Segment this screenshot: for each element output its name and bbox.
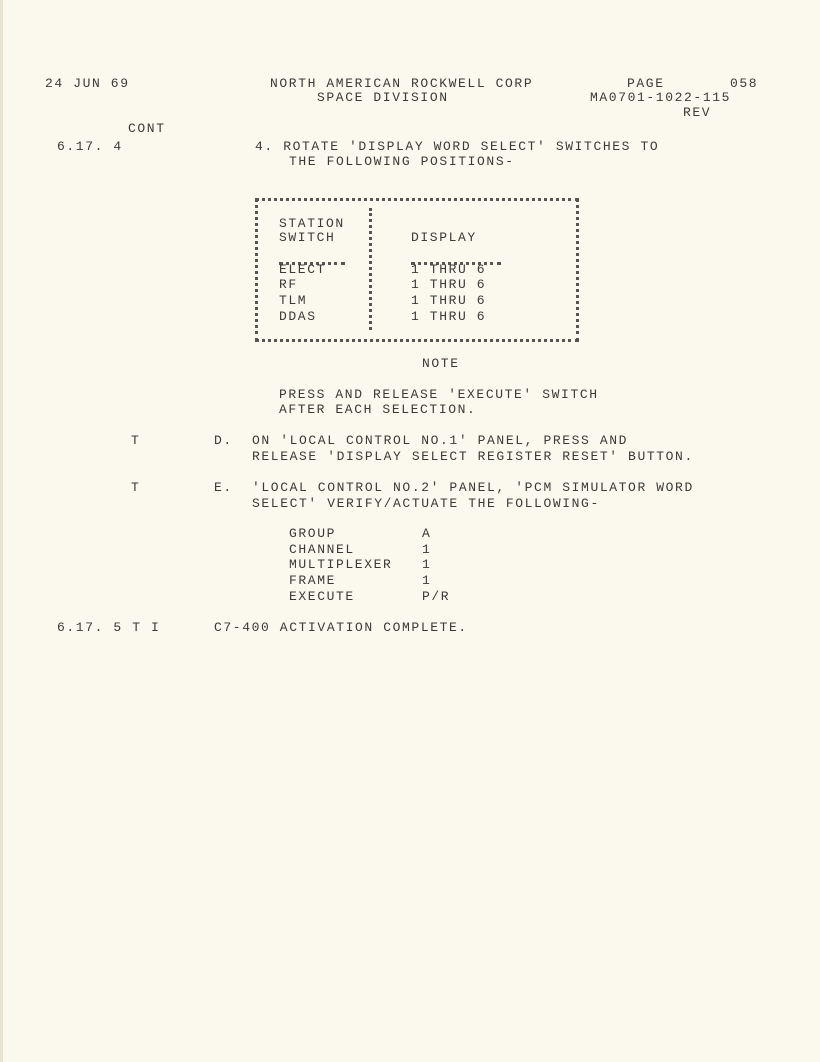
note-line2: AFTER EACH SELECTION. (279, 402, 477, 417)
setting-value: 1 (422, 557, 432, 572)
table-cell-display: 1 THRU 6 (411, 293, 487, 308)
step-4-number: 6.17. 4 (57, 139, 123, 154)
step-d-line2: RELEASE 'DISPLAY SELECT REGISTER RESET' BUTTON. (252, 449, 694, 464)
step-e-line2: SELECT' VERIFY/ACTUATE THE FOLLOWING- (252, 496, 600, 511)
step-e-marker: T (131, 480, 141, 495)
step-d-letter: D. (214, 433, 233, 448)
step-4-line2: THE FOLLOWING POSITIONS- (289, 154, 515, 169)
step-e-line1: 'LOCAL CONTROL NO.2' PANEL, 'PCM SIMULATOR WORD (252, 480, 694, 495)
table-cell-station: TLM (279, 293, 308, 308)
table-header-display: DISPLAY (411, 230, 477, 245)
step-5-number: 6.17. 5 T I (57, 620, 161, 635)
table-header-switch: SWITCH (279, 230, 336, 245)
step-e-letter: E. (214, 480, 233, 495)
table-cell-station: RF (279, 277, 298, 292)
setting-label: FRAME (289, 573, 337, 588)
table-cell-display: 1 THRU 6 (411, 277, 487, 292)
setting-label: GROUP (289, 526, 337, 541)
table-cell-station: DDAS (279, 309, 317, 324)
step-5-text: C7-400 ACTIVATION COMPLETE. (214, 620, 468, 635)
table-column-divider (369, 208, 372, 330)
header-page-number: 058 (730, 76, 759, 91)
header-division: SPACE DIVISION (317, 90, 449, 105)
header-doc-number: MA0701-1022-115 (590, 90, 732, 105)
header-company: NORTH AMERICAN ROCKWELL CORP (270, 76, 534, 91)
note-title: NOTE (422, 356, 460, 371)
table-cell-display: 1 THRU 6 (411, 309, 487, 324)
header-date: 24 JUN 69 (45, 76, 130, 91)
note-line1: PRESS AND RELEASE 'EXECUTE' SWITCH (279, 387, 599, 402)
table-cell-station: ELECT (279, 262, 327, 277)
setting-label: EXECUTE (289, 589, 355, 604)
table-header-station: STATION (279, 216, 345, 231)
table-cell-display: 1 THRU 6 (411, 262, 487, 277)
step-d-line1: ON 'LOCAL CONTROL NO.1' PANEL, PRESS AND (252, 433, 629, 448)
setting-label: CHANNEL (289, 542, 355, 557)
setting-value: 1 (422, 573, 432, 588)
setting-value: P/R (422, 589, 451, 604)
header-rev: REV (683, 105, 712, 120)
step-4-line1: 4. ROTATE 'DISPLAY WORD SELECT' SWITCHES TO (255, 139, 660, 154)
setting-label: MULTIPLEXER (289, 557, 393, 572)
header-page-label: PAGE (627, 76, 665, 91)
setting-value: 1 (422, 542, 432, 557)
step-d-marker: T (131, 433, 141, 448)
setting-value: A (422, 526, 432, 541)
page-edge (0, 0, 3, 1062)
cont-label: CONT (128, 121, 166, 136)
